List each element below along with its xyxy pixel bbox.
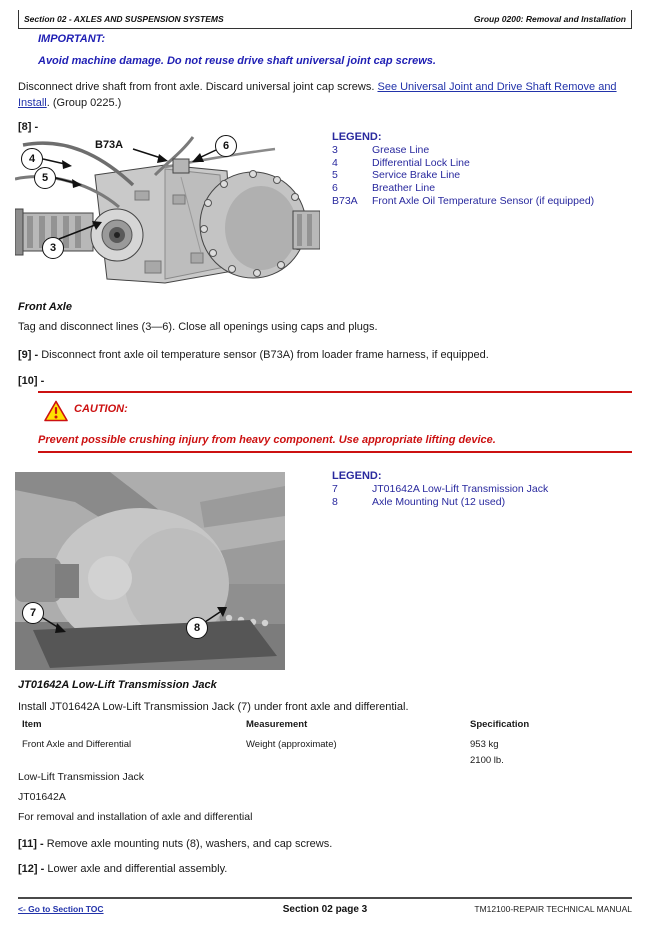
caution-box — [38, 391, 632, 453]
step-9-label: [9] - — [18, 349, 39, 361]
legend-1-item: 5 Service Brake Line — [332, 169, 461, 182]
figure1-callout-4: 4 — [21, 148, 43, 170]
tool-name: Low-Lift Transmission Jack — [18, 771, 145, 783]
page-footer — [18, 904, 632, 915]
figure-transmission-jack-photo — [15, 472, 285, 670]
step-11 — [18, 836, 332, 852]
figure1-callout-6: 6 — [215, 135, 237, 157]
legend-2 — [332, 470, 632, 508]
figure2-callout-8: 8 — [186, 617, 208, 639]
figure1-b73a-label: B73A — [95, 139, 124, 151]
manual-id: TM12100-REPAIR TECHNICAL MANUAL — [474, 904, 633, 914]
step-9 — [18, 347, 489, 363]
legend-1 — [332, 131, 632, 208]
legend-1-title: LEGEND: — [332, 131, 382, 143]
step-11-text: Remove axle mounting nuts (8), washers, and cap screws. — [46, 838, 333, 850]
important-label: IMPORTANT: — [38, 33, 106, 45]
caution-text: Prevent possible crushing injury from heavy component. Use appropriate lifting device. — [38, 434, 496, 446]
go-to-section-toc-link[interactable]: <- Go to Section TOC — [18, 904, 104, 914]
step-8-label: [8] - — [18, 121, 39, 133]
universal-joint-link[interactable]: See Universal Joint and Drive Shaft Remove and Install — [18, 81, 617, 109]
header-group-title: Group 0200: Removal and Installation — [473, 14, 626, 24]
legend-1-item: B73A Front Axle Oil Temperature Sensor (if equipped) — [332, 194, 595, 207]
spec-col-specification: Specification — [470, 719, 530, 730]
front-axle-text: Tag and disconnect lines (3—6). Close all openings using caps and plugs. — [18, 321, 378, 333]
step-10-label: [10] - — [18, 375, 45, 387]
step-10 — [18, 373, 44, 389]
tool-number: JT01642A — [18, 791, 66, 803]
step-9-text: Disconnect front axle oil temperature sensor (B73A) from loader frame harness, if equipped. — [41, 349, 489, 361]
step-12-text: Lower axle and differential assembly. — [47, 863, 228, 875]
jack-heading: JT01642A Low-Lift Transmission Jack — [18, 679, 217, 691]
page-header — [18, 10, 632, 29]
step-11-label: [11] - — [18, 838, 44, 850]
important-text: Avoid machine damage. Do not reuse drive shaft universal joint cap screws. — [38, 55, 436, 67]
legend-1-item: 4 Differential Lock Line — [332, 156, 470, 169]
spec-col-measurement: Measurement — [246, 719, 308, 730]
front-axle-heading: Front Axle — [18, 301, 72, 313]
intro-text-after: . (Group 0225.) — [46, 97, 122, 109]
intro-paragraph — [18, 79, 618, 111]
figure1-callout-3: 3 — [42, 237, 64, 259]
figure-front-axle-lines — [15, 133, 320, 291]
caution-label: CAUTION: — [74, 403, 128, 415]
step-12 — [18, 861, 227, 877]
spec-row-specification — [466, 737, 632, 769]
front-axle-illustration — [15, 133, 320, 291]
legend-1-item: 6 Breather Line — [332, 182, 436, 195]
spec-value-lb: 2100 lb. — [470, 755, 504, 766]
warning-triangle-icon — [44, 400, 68, 427]
spec-value-kg: 953 kg — [470, 739, 499, 750]
page-number: Section 02 page 3 — [282, 904, 368, 915]
spec-table — [18, 719, 632, 769]
header-section-title: Section 02 - AXLES AND SUSPENSION SYSTEMS — [24, 14, 224, 24]
spec-col-item: Item — [22, 719, 42, 730]
figure2-callout-7: 7 — [22, 602, 44, 624]
figure1-callout-5: 5 — [34, 167, 56, 189]
step-12-label: [12] - — [18, 863, 45, 875]
jack-photo-illustration — [15, 472, 285, 670]
spec-row-item: Front Axle and Differential — [22, 739, 132, 750]
spec-row-measurement: Weight (approximate) — [246, 739, 337, 750]
tool-purpose: For removal and installation of axle and differential — [18, 811, 253, 823]
jack-text: Install JT01642A Low-Lift Transmission Jack (7) under front axle and differential. — [18, 701, 409, 713]
legend-2-title: LEGEND: — [332, 470, 382, 482]
intro-text-before: Disconnect drive shaft from front axle. Discard universal joint cap screws. — [18, 81, 378, 93]
footer-divider — [18, 897, 632, 899]
legend-2-item: 7 JT01642A Low-Lift Transmission Jack — [332, 482, 549, 495]
legend-2-item: 8 Axle Mounting Nut (12 used) — [332, 495, 506, 508]
legend-1-item: 3 Grease Line — [332, 143, 430, 156]
